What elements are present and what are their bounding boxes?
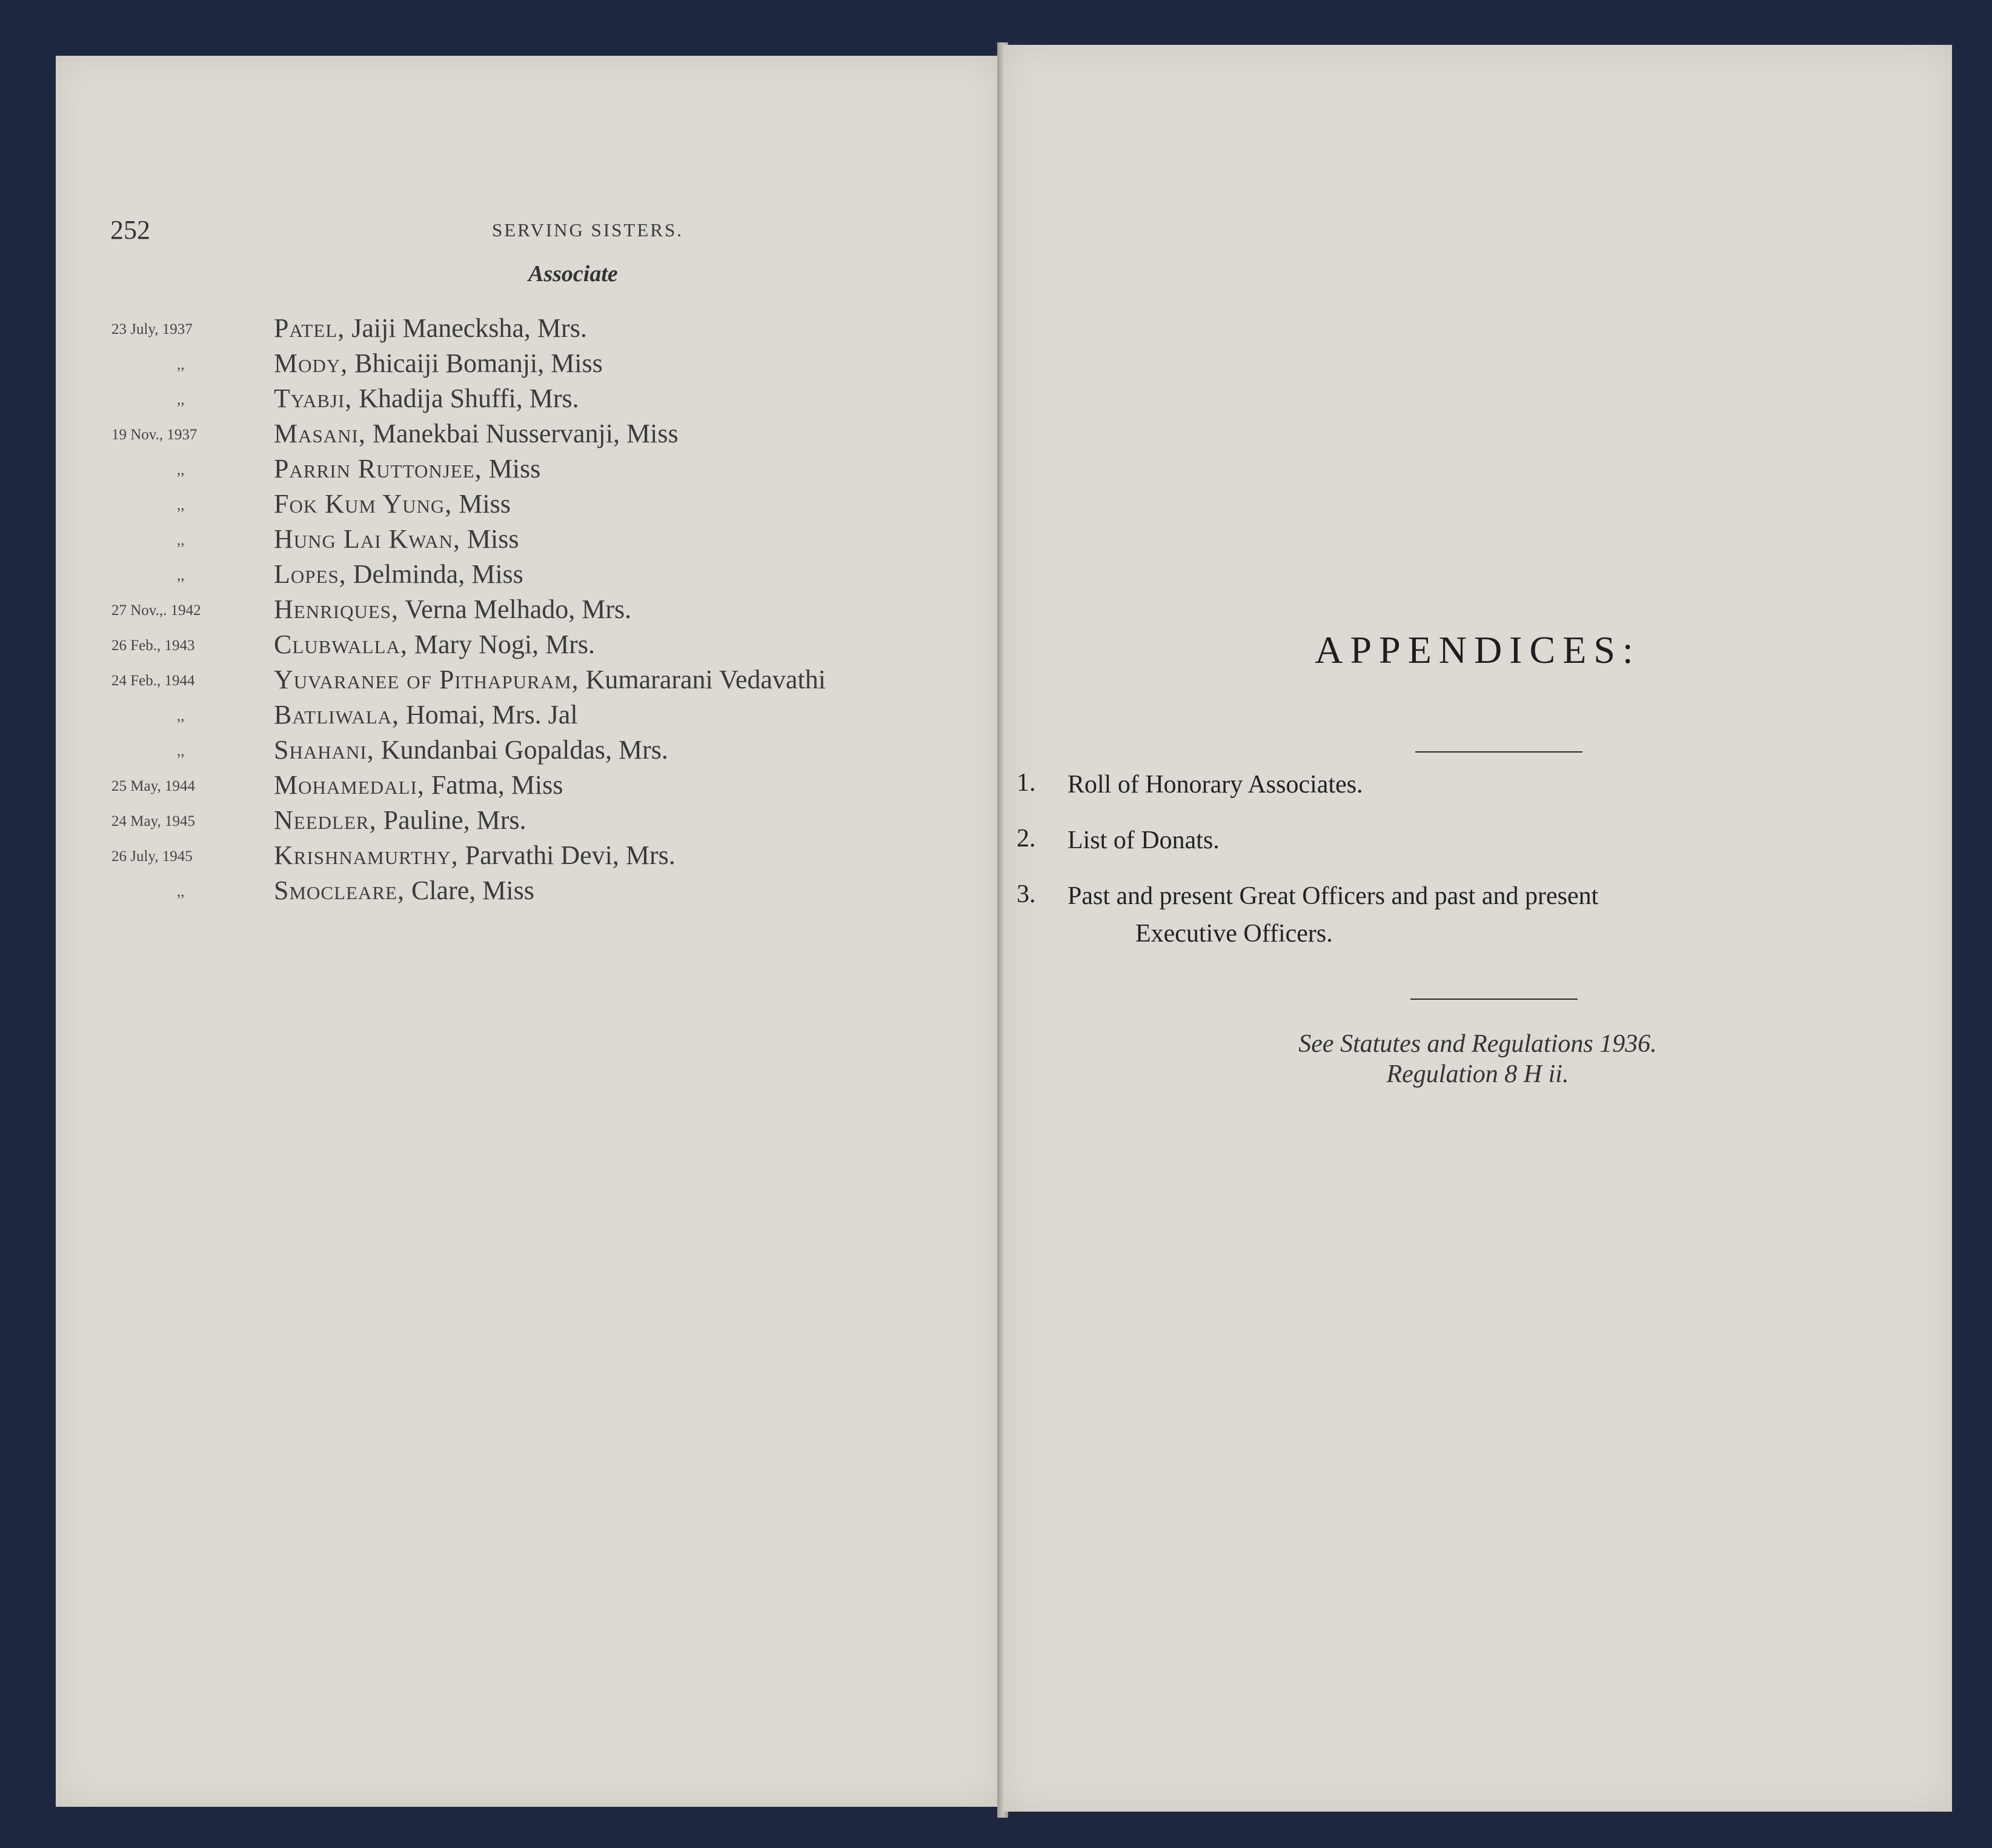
entry-name [274, 418, 679, 449]
entry-date: ,, [177, 532, 185, 548]
entry-surname: Patel, [274, 313, 345, 343]
entry-given-names: Miss [482, 454, 541, 484]
entry-given-names: Parvathi Devi, Mrs. [458, 840, 676, 870]
entry-name [274, 523, 519, 554]
entry-given-names: Khadija Shuffi, Mrs. [352, 384, 579, 413]
entry-given-names: Clare, Miss [404, 876, 534, 905]
entry-name [274, 348, 603, 379]
roll-entry [56, 488, 1001, 523]
roll-entry [56, 594, 1001, 629]
entry-given-names: Bhicaiji Bomanji, Miss [348, 348, 603, 378]
entry-surname: Krishnamurthy, [274, 840, 459, 870]
entry-name [274, 769, 563, 800]
roll-entry [56, 629, 1001, 664]
page-number: 252 [110, 215, 150, 245]
entry-name [274, 383, 579, 414]
entry-date: ,, [177, 356, 185, 373]
entry-name [274, 805, 526, 836]
appendix-item-number: 2. [1017, 825, 1036, 853]
entry-name [274, 313, 587, 344]
entry-surname: Tyabji, [274, 384, 353, 413]
entry-surname: Yuvaranee of Pithapuram, [274, 665, 579, 694]
roll-entry [56, 523, 1001, 559]
entry-name [274, 594, 631, 625]
roll-entry [56, 313, 1001, 348]
entry-given-names: Manekbai Nusservanji, Miss [365, 419, 679, 448]
entry-date: 24 Feb., 1944 [111, 673, 195, 689]
entry-surname: Lopes, [274, 559, 347, 589]
entry-given-names: Mary Nogi, Mrs. [407, 630, 596, 659]
roll-entry [56, 664, 1001, 699]
entry-surname: Hung Lai Kwan, [274, 524, 460, 554]
left-page [56, 56, 1004, 1807]
appendix-list [1003, 766, 1952, 971]
entry-given-names: Miss [460, 524, 519, 554]
title-rule [1415, 751, 1582, 753]
entry-name [274, 488, 511, 519]
entry-date: 26 Feb., 1943 [111, 637, 195, 654]
entry-given-names: Pauline, Mrs. [376, 805, 526, 835]
entry-surname: Henriques, [274, 594, 399, 624]
entry-date: ,, [177, 497, 185, 513]
roll-entry [56, 348, 1001, 383]
running-head: SERVING SISTERS. [492, 219, 683, 241]
entry-surname: Batliwala, [274, 700, 400, 730]
entry-date: 19 Nov., 1937 [111, 427, 198, 443]
entry-surname: Parrin Ruttonjee, [274, 454, 482, 484]
entry-surname: Clubwalla, [274, 630, 408, 659]
entry-given-names: Homai, Mrs. Jal [399, 700, 578, 730]
entry-date: ,, [177, 743, 185, 759]
appendix-item-text: List of Donats. [1067, 826, 1220, 854]
appendix-item-number: 3. [1017, 880, 1036, 908]
roll-entry [56, 383, 1001, 418]
entry-surname: Mohamedali, [274, 770, 425, 800]
entry-date: 26 July, 1945 [111, 848, 193, 865]
roll-entry [56, 840, 1001, 875]
roll-entry [56, 805, 1001, 840]
appendix-title: APPENDICES: [1315, 628, 1641, 671]
entry-date: 25 May, 1944 [111, 778, 195, 794]
entry-name [274, 699, 578, 730]
appendix-item [1003, 766, 1952, 803]
roll-entry [56, 699, 1001, 734]
roll-entry [56, 559, 1001, 594]
entry-given-names: Delminda, Miss [346, 559, 523, 589]
reference-line-1: See Statutes and Regulations 1936. [1298, 1030, 1657, 1058]
entry-date: 23 July, 1937 [111, 321, 193, 337]
roll-entry [56, 734, 1001, 769]
entry-surname: Smocleare, [274, 876, 405, 905]
entry-surname: Shahani, [274, 735, 374, 765]
entry-surname: Fok Kum Yung, [274, 489, 453, 519]
regulation-reference [1003, 1029, 1952, 1089]
entry-given-names: Kumararani Vedavathi [579, 665, 826, 694]
appendix-item-number: 1. [1017, 769, 1036, 797]
appendix-item [1003, 822, 1952, 859]
roll-entry [56, 875, 1001, 910]
entry-date: 24 May, 1945 [111, 813, 195, 829]
entry-name [274, 629, 595, 660]
roll-entry [56, 418, 1001, 453]
right-page [1003, 45, 1952, 1812]
appendix-item-text: Roll of Honorary Associates. [1067, 771, 1363, 799]
entry-surname: Mody, [274, 348, 348, 378]
entry-date: ,, [177, 462, 185, 478]
entry-date: ,, [177, 391, 185, 408]
appendix-item [1003, 877, 1952, 952]
entry-date: ,, [177, 883, 185, 900]
list-rule [1410, 999, 1578, 1000]
entry-name [274, 664, 826, 695]
entry-given-names: Kundanbai Gopaldas, Mrs. [374, 735, 668, 765]
entry-surname: Masani, [274, 419, 366, 448]
entry-given-names: Fatma, Miss [424, 770, 563, 800]
entry-date: ,, [177, 567, 185, 583]
roll-entry [56, 453, 1001, 488]
entry-name [274, 734, 668, 765]
reference-line-2: Regulation 8 H ii. [1386, 1060, 1569, 1088]
entry-name [274, 559, 523, 590]
associate-roll [56, 313, 1001, 910]
appendix-item-text: Past and present Great Officers and past and present [1067, 882, 1599, 910]
entry-surname: Needler, [274, 805, 377, 835]
appendix-item-continuation: Executive Officers. [1135, 920, 1333, 948]
entry-date: ,, [177, 708, 185, 724]
entry-name [274, 453, 540, 484]
entry-given-names: Verna Melhado, Mrs. [399, 594, 632, 624]
entry-date: 27 Nov.,. 1942 [111, 602, 201, 619]
roll-entry [56, 769, 1001, 805]
entry-name [274, 875, 534, 906]
entry-given-names: Miss [452, 489, 511, 519]
entry-name [274, 840, 676, 871]
section-title: Associate [528, 261, 618, 287]
entry-given-names: Jaiji Maneckshа, Mrs. [345, 313, 587, 343]
